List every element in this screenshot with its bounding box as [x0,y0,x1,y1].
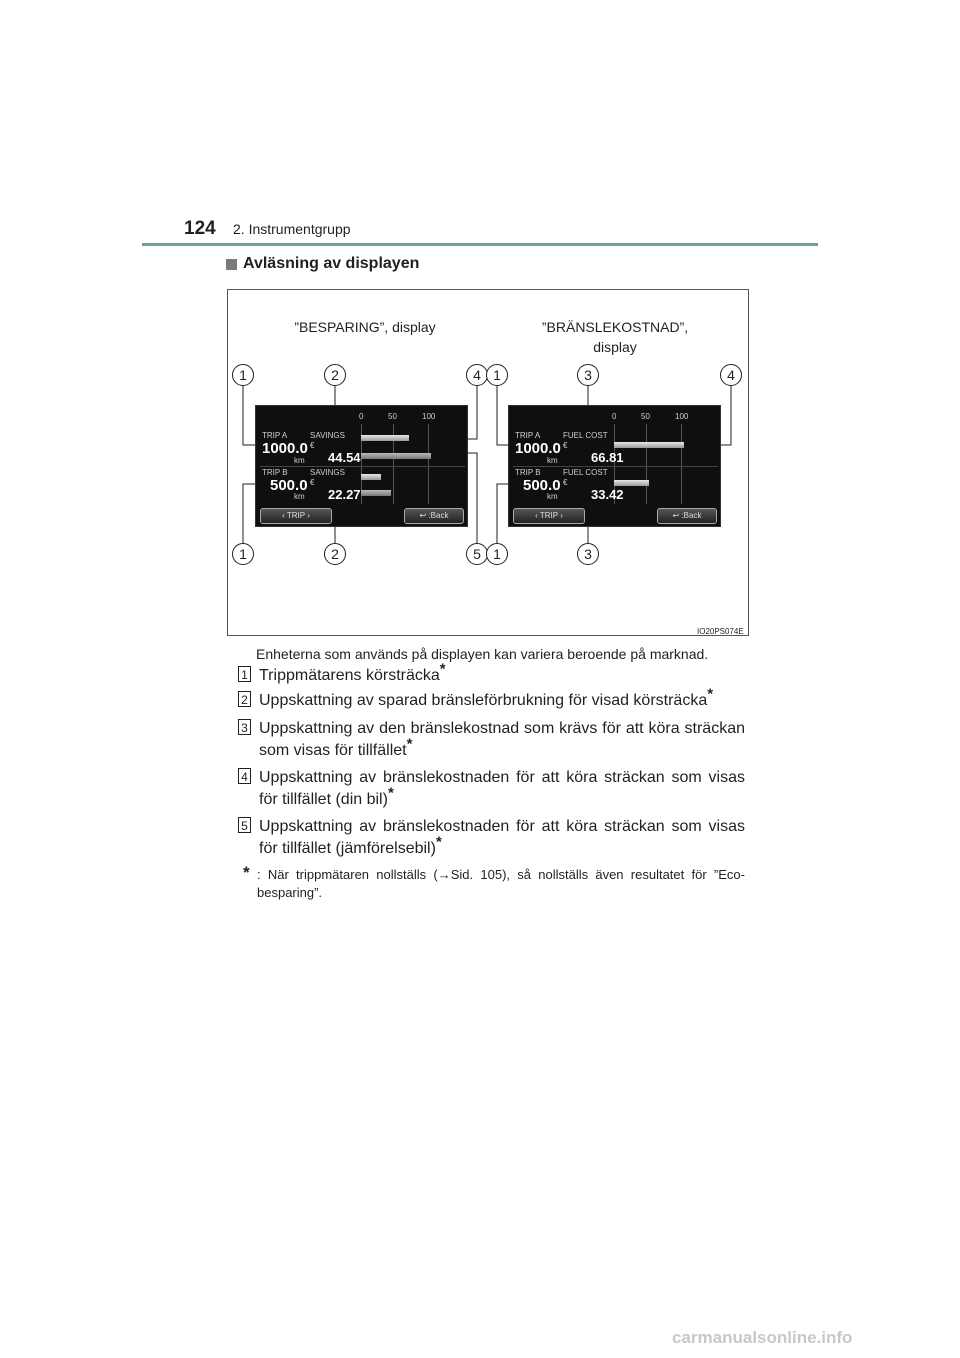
trip-button[interactable]: ‹ TRIP › [260,508,332,524]
fuel-cost-label: FUEL COST [563,468,608,477]
unit-km: km [294,492,305,501]
section-heading-text: Avläsning av displayen [243,255,420,272]
trip-b-label: TRIP B [515,468,541,477]
header-rule [142,243,818,246]
callout-4: 4 [720,364,742,386]
scale-label: 50 [641,412,650,421]
footnote-mark: * [439,660,446,678]
savings-bar-a [361,435,409,441]
page-number: 124 [184,218,216,239]
callout-2: 2 [324,364,346,386]
back-button[interactable]: ↩ :Back [404,508,464,524]
currency-symbol: € [563,441,568,450]
chevron-right-icon: › [304,511,310,520]
scale-label: 100 [422,412,436,421]
chevron-left-icon: ‹ [282,511,287,520]
trip-b-distance: 500.0 [270,477,308,494]
trip-button[interactable]: ‹ TRIP › [513,508,585,524]
callout-5: 5 [466,543,488,565]
item-number: 2 [238,691,251,707]
unit-km: km [547,456,558,465]
scale-label: 50 [388,412,397,421]
fuel-cost-value-b: 33.42 [591,487,624,502]
figure-caption: Enheterna som används på displayen kan variera beroende på marknad. [256,646,709,662]
savings-value-a: 44.54 [328,450,361,465]
trip-a-label: TRIP A [262,431,288,440]
return-arrow-icon: ↩ : [672,511,684,520]
footnote-mark: * [387,784,394,802]
fuel-cost-value-a: 66.81 [591,450,624,465]
fuel-cost-display-screen [508,405,721,527]
savings-label: SAVINGS [310,431,345,440]
footnote-star: * [243,863,250,882]
item-number: 5 [238,817,251,833]
callout-1: 1 [486,364,508,386]
square-bullet-icon [226,259,237,270]
footnote-mark: * [406,735,413,753]
fuel-cost-label: FUEL COST [563,431,608,440]
callout-1: 1 [232,364,254,386]
chapter-title: 2. Instrumentgrupp [233,221,351,237]
trip-b-label: TRIP B [262,468,288,477]
currency-symbol: € [310,441,315,450]
savings-value-b: 22.27 [328,487,361,502]
figure-label-fuel-cost-line2: display [593,339,637,355]
chevron-left-icon: ‹ [535,511,540,520]
trip-a-distance: 1000.0 [515,440,561,457]
trip-a-distance: 1000.0 [262,440,308,457]
savings-label: SAVINGS [310,468,345,477]
item-number: 1 [238,666,251,682]
callout-3: 3 [577,364,599,386]
fuel-cost-bar-a [614,442,684,448]
savings-display-screen [255,405,468,527]
unit-km: km [294,456,305,465]
item-text: Uppskattning av den bränslekostnad som krävs för att köra sträckan som visas för tillfället [259,720,745,759]
fuel-cost-bar-b [614,480,649,486]
scale-label: 0 [359,412,364,421]
section-heading [226,255,419,273]
unit-km: km [547,492,558,501]
comparison-bar-a [361,453,431,459]
figure-label-savings: ”BESPARING”, display [294,319,436,335]
item-text: Uppskattning av bränslekostnaden för att köra sträckan som visas för tillfället (din bil) [259,769,745,808]
item-text: Uppskattning av sparad bränsleförbrukning för visad körsträcka [259,692,708,709]
callout-2: 2 [324,543,346,565]
scale-label: 0 [612,412,617,421]
callout-3: 3 [577,543,599,565]
figure-label-fuel-cost-line1: ”BRÄNSLEKOSTNAD”, [541,319,689,335]
footnote-text: : När trippmätaren nollställs (→Sid. 105), så nollställs även resultatet för ”Eco-besparing”. [257,867,745,900]
trip-a-label: TRIP A [515,431,541,440]
footnote-mark: * [435,833,442,851]
currency-symbol: € [310,478,315,487]
callout-1: 1 [486,543,508,565]
chevron-right-icon: › [557,511,563,520]
item-number: 3 [238,719,251,735]
currency-symbol: € [563,478,568,487]
return-arrow-icon: ↩ : [419,511,431,520]
savings-bar-b [361,474,381,480]
item-number: 4 [238,768,251,784]
callout-1: 1 [232,543,254,565]
scale-label: 100 [675,412,689,421]
figure-code: IO20PS074E [697,627,744,636]
back-button[interactable]: ↩ :Back [657,508,717,524]
comparison-bar-b [361,490,391,496]
trip-b-distance: 500.0 [523,477,561,494]
footnote-mark: * [707,685,714,703]
callout-4: 4 [466,364,488,386]
item-text: Uppskattning av bränslekostnaden för att köra sträckan som visas för tillfället (jämförelsebil) [259,818,745,857]
watermark: carmanualsonline.info [672,1328,853,1347]
item-text: Trippmätarens körsträcka [259,667,440,684]
